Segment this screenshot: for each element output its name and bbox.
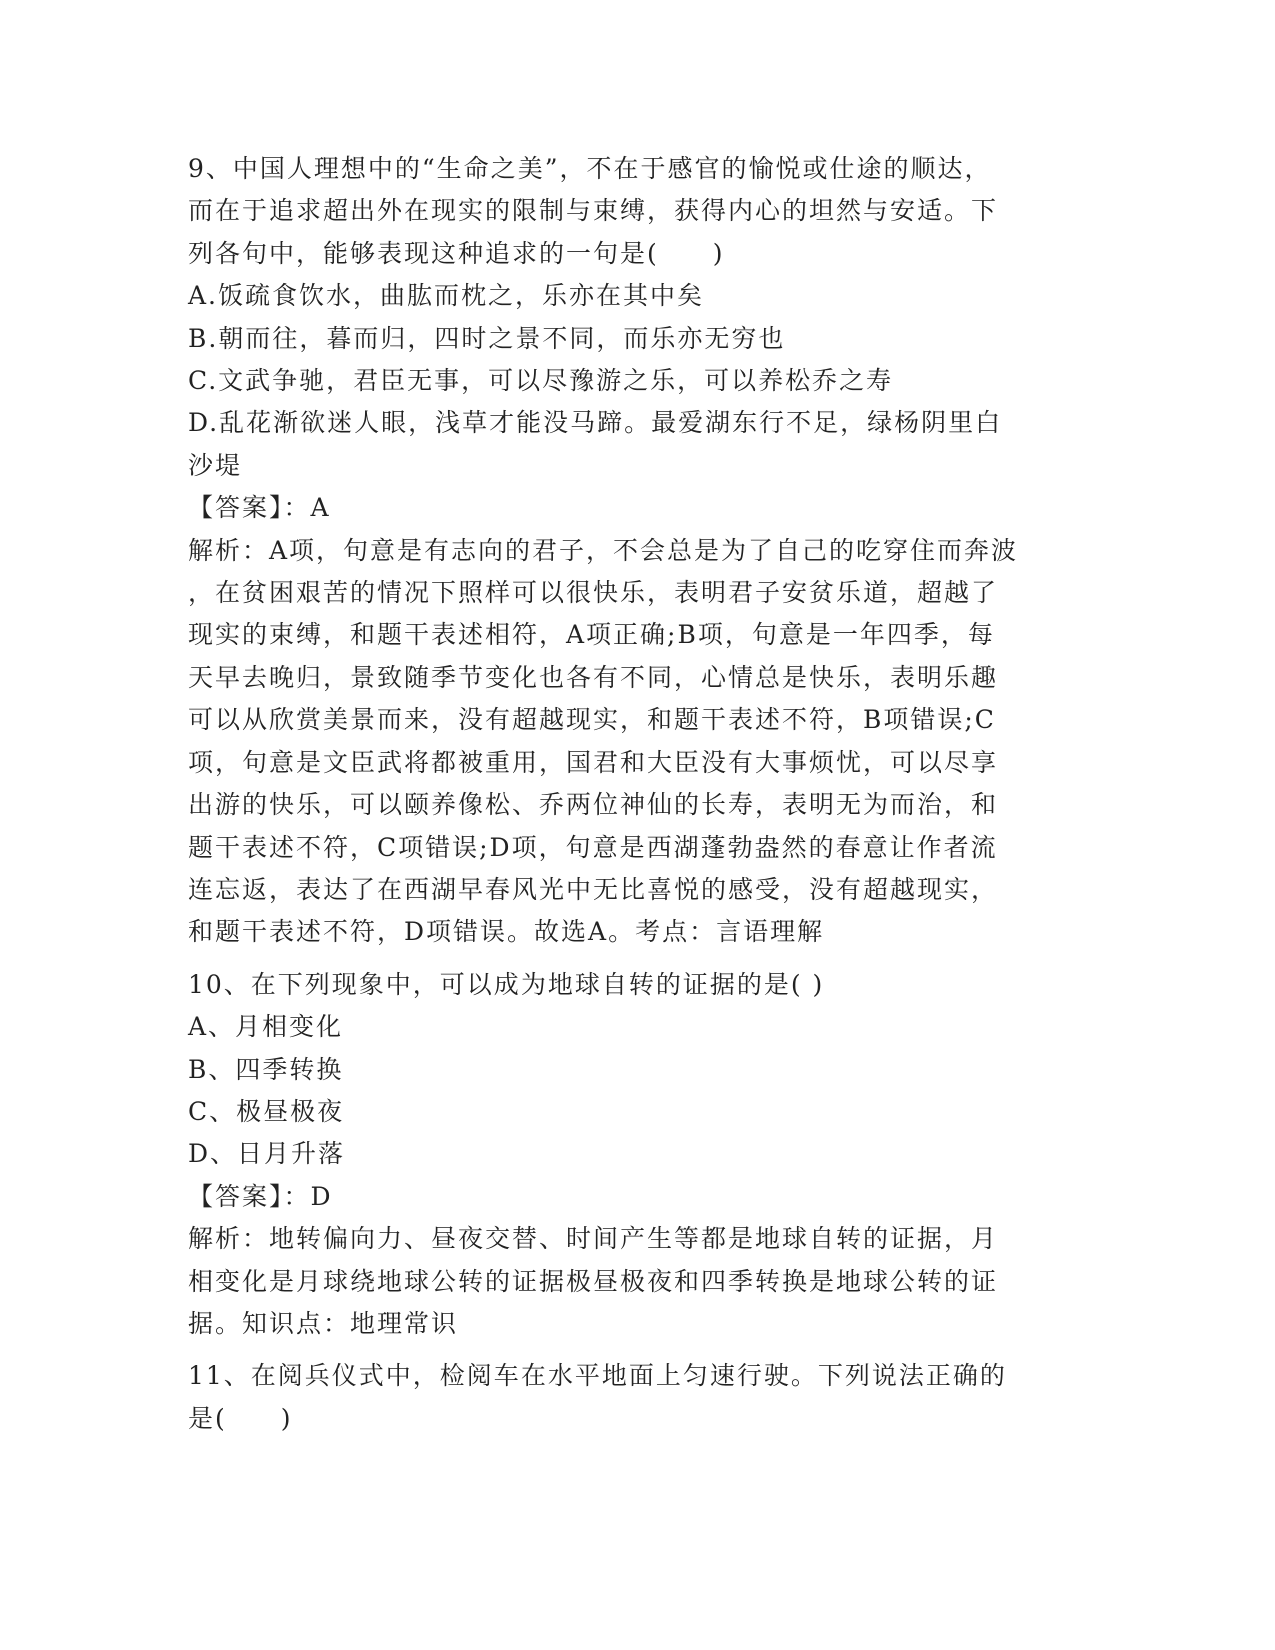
question-stem-line: 而在于追求超出外在现实的限制与束缚，获得内心的坦然与安适。下	[188, 196, 999, 226]
explanation-line: 据。知识点：地理常识	[188, 1308, 459, 1338]
answer-label: 【答案】：A	[188, 493, 331, 523]
answer-label: 【答案】：D	[188, 1181, 333, 1211]
option-a: A.饭疏食饮水，曲肱而枕之，乐亦在其中矣	[188, 281, 705, 311]
explanation-line: 可以从欣赏美景而来，没有超越现实，和题干表述不符，B项错误;C	[188, 705, 996, 735]
explanation-line: 和题干表述不符，D项错误。故选A。考点：言语理解	[188, 917, 825, 947]
explanation-line: 出游的快乐，可以颐养像松、乔两位神仙的长寿，表明无为而治，和	[188, 790, 999, 820]
option-c: C.文武争驰，君臣无事，可以尽豫游之乐，可以养松乔之寿	[188, 366, 894, 396]
option-d: D、日月升落	[188, 1139, 346, 1169]
question-stem-line: 列各句中，能够表现这种追求的一句是( )	[188, 238, 725, 268]
option-c: C、极昼极夜	[188, 1096, 345, 1126]
explanation-line: 连忘返，表达了在西湖早春风光中无比喜悦的感受，没有超越现实，	[188, 874, 999, 904]
explanation-line: ，在贫困艰苦的情况下照样可以很快乐，表明君子安贫乐道，超越了	[188, 578, 999, 608]
question-9	[188, 148, 1068, 954]
explanation-line: 解析：地转偏向力、昼夜交替、时间产生等都是地球自转的证据，月	[188, 1224, 999, 1254]
question-stem-line: 9、中国人理想中的“生命之美”，不在于感官的愉悦或仕途的顺达，	[188, 154, 992, 183]
explanation-line: 项，句意是文臣武将都被重用，国君和大臣没有大事烦忧，可以尽享	[188, 747, 999, 777]
question-10	[188, 964, 1068, 1346]
explanation-line: 题干表述不符，C项错误;D项，句意是西湖蓬勃盎然的春意让作者流	[188, 832, 998, 862]
option-b: B、四季转换	[188, 1054, 344, 1084]
option-d-continued: 沙堤	[188, 450, 243, 480]
question-stem-line: 是( )	[188, 1403, 293, 1433]
explanation-line: 现实的束缚，和题干表述相符，A项正确;B项，句意是一年四季，每	[188, 620, 995, 650]
question-11	[188, 1355, 1068, 1440]
explanation-line: 解析：A项，句意是有志向的君子，不会总是为了自己的吃穿住而奔波	[188, 535, 1019, 565]
explanation-line: 相变化是月球绕地球公转的证据极昼极夜和四季转换是地球公转的证	[188, 1266, 999, 1296]
document-page	[188, 148, 1068, 1450]
question-stem-line: 10、在下列现象中，可以成为地球自转的证据的是( )	[188, 969, 825, 999]
option-d: D.乱花渐欲迷人眼，浅草才能没马蹄。最爱湖东行不足，绿杨阴里白	[188, 408, 1003, 438]
explanation-line: 天早去晚归，景致随季节变化也各有不同，心情总是快乐，表明乐趣	[188, 662, 999, 692]
option-a: A、月相变化	[188, 1012, 344, 1042]
question-stem-line: 11、在阅兵仪式中，检阅车在水平地面上匀速行驶。下列说法正确的	[188, 1361, 1007, 1391]
option-b: B.朝而往，暮而归，四时之景不同，而乐亦无穷也	[188, 323, 786, 353]
